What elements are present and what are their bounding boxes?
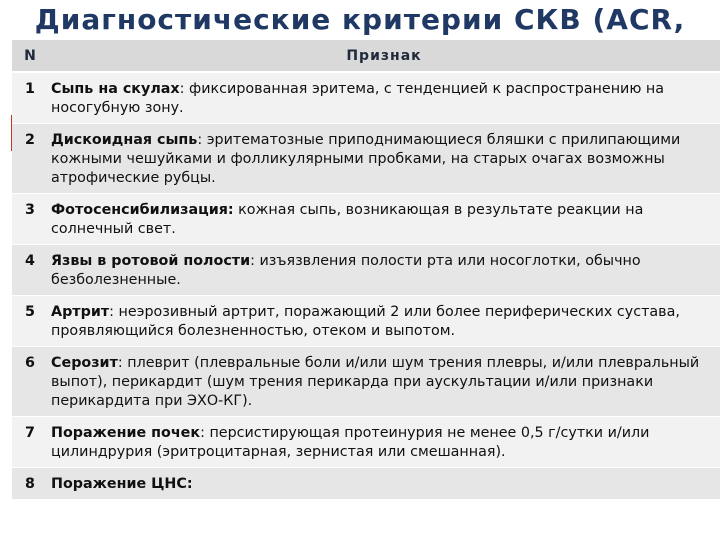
criterion-term: Язвы в ротовой полости — [51, 253, 251, 269]
criterion-description: : изъязвления полости рта или носоглотки, обычно безболезненные. — [51, 253, 641, 288]
row-content — [48, 468, 720, 500]
row-content — [48, 347, 720, 417]
criterion-term: Сыпь на скулах — [51, 81, 180, 97]
row-content — [48, 194, 720, 245]
criterion-term: Дискоидная сыпь — [51, 132, 198, 148]
row-number: 6 — [12, 347, 48, 417]
table-row — [12, 296, 720, 347]
row-number: 3 — [12, 194, 48, 245]
table-row — [12, 468, 720, 500]
header-number: N — [12, 40, 48, 72]
row-number: 4 — [12, 245, 48, 296]
table-row — [12, 194, 720, 245]
row-number: 1 — [12, 72, 48, 124]
row-content — [48, 124, 720, 194]
criterion-term: Серозит — [51, 355, 118, 371]
row-number: 2 — [12, 124, 48, 194]
criterion-description: : неэрозивный артрит, поражающий 2 или более периферических сустава, проявляющийся болезненностью, отеком и выпотом. — [51, 304, 680, 339]
table-row — [12, 417, 720, 468]
row-content — [48, 245, 720, 296]
criterion-description: : фиксированная эритема, с тенденцией к распространению на носогубную зону. — [51, 81, 665, 116]
criterion-term: Артрит — [51, 304, 110, 320]
row-content — [48, 72, 720, 124]
row-number: 7 — [12, 417, 48, 468]
criterion-description: : эритематозные приподнимающиеся бляшки с прилипающими кожными чешуйками и фолликулярными пробками, на старых очагах возможны атрофические рубцы. — [51, 132, 681, 186]
row-content — [48, 417, 720, 468]
row-number: 5 — [12, 296, 48, 347]
table-row — [12, 245, 720, 296]
row-content — [48, 296, 720, 347]
table-row — [12, 124, 720, 194]
table-header-row — [12, 40, 720, 72]
criteria-table — [12, 40, 720, 500]
slide-title: Диагностические критерии СКВ (ACR, — [34, 3, 686, 36]
criterion-term: Фотосенсибилизация: — [51, 202, 234, 218]
table-row — [12, 72, 720, 124]
criterion-term: Поражение ЦНС: — [51, 476, 193, 492]
row-number: 8 — [12, 468, 48, 500]
header-sign: Признак — [48, 40, 720, 72]
criterion-description: кожная сыпь, возникающая в результате реакции на солнечный свет. — [51, 202, 644, 237]
table-row — [12, 347, 720, 417]
criterion-description: : персистирующая протеинурия не менее 0,5 г/сутки и/или цилиндрурия (эритроцитарная, зернистая или смешанная). — [51, 425, 650, 460]
criterion-term: Поражение почек — [51, 425, 201, 441]
criterion-description: : плеврит (плевральные боли и/или шум трения плевры, и/или плевральный выпот), перикардит (шум трения перикарда при аускультации и/или признаки перикардита при ЭХО-КГ). — [51, 355, 700, 409]
